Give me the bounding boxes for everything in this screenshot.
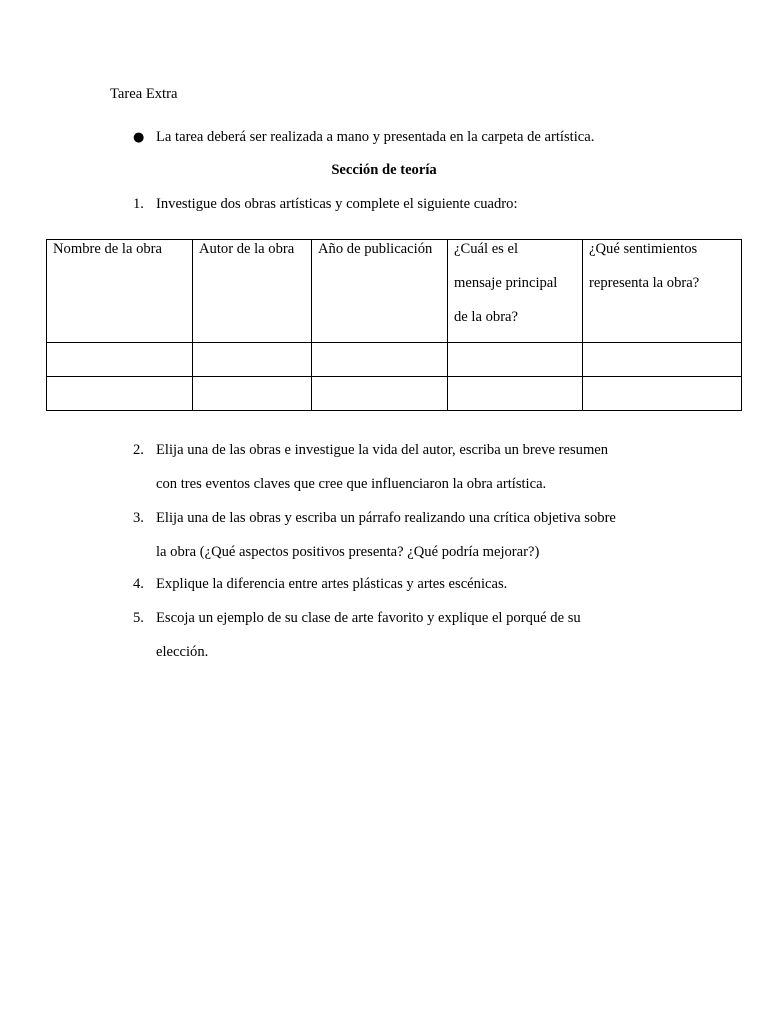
- header-cell-text: ¿Qué sentimientos: [589, 241, 698, 257]
- table-cell: [448, 343, 583, 377]
- artworks-table: [46, 239, 742, 411]
- table-row: [47, 377, 742, 411]
- question-number: 1.: [133, 196, 144, 212]
- question-number: 2.: [133, 442, 144, 458]
- table-cell: [47, 377, 193, 411]
- header-cell-text: ¿Cuál es el: [454, 241, 519, 257]
- table-cell: [193, 343, 312, 377]
- table-row: [47, 343, 742, 377]
- question-text: elección.: [156, 644, 209, 660]
- question-text: Investigue dos obras artísticas y complete el siguiente cuadro:: [156, 196, 518, 212]
- question-text: la obra (¿Qué aspectos positivos presenta? ¿Qué podría mejorar?): [156, 544, 540, 560]
- table-cell: [312, 377, 448, 411]
- question-number: 5.: [133, 610, 144, 626]
- header-cell-text: Autor de la obra: [199, 241, 295, 257]
- question-text: con tres eventos claves que cree que influenciaron la obra artística.: [156, 476, 547, 492]
- header-cell-text: Año de publicación: [318, 241, 433, 257]
- table-cell: [312, 343, 448, 377]
- document-title: Tarea Extra: [110, 86, 178, 102]
- question-text: Escoja un ejemplo de su clase de arte favorito y explique el porqué de su: [156, 610, 581, 626]
- header-cell-text: Nombre de la obra: [53, 241, 163, 257]
- question-text: Elija una de las obras e investigue la vida del autor, escriba un breve resumen: [156, 442, 609, 458]
- table-cell: [193, 377, 312, 411]
- question-number: 4.: [133, 576, 144, 592]
- header-cell-text: de la obra?: [454, 309, 519, 325]
- header-cell-mensaje: [448, 240, 583, 343]
- table-cell: [583, 343, 742, 377]
- bullet-icon: ●: [133, 130, 145, 145]
- header-cell-text: representa la obra?: [589, 275, 700, 291]
- header-cell-nombre: [47, 240, 193, 343]
- header-cell-text: mensaje principal: [454, 275, 558, 291]
- table-cell: [583, 377, 742, 411]
- header-cell-sentimientos: [583, 240, 742, 343]
- table-cell: [448, 377, 583, 411]
- section-title: Sección de teoría: [331, 162, 437, 178]
- header-cell-anio: [312, 240, 448, 343]
- question-text: Explique la diferencia entre artes plásticas y artes escénicas.: [156, 576, 508, 592]
- question-number: 3.: [133, 510, 144, 526]
- header-cell-autor: [193, 240, 312, 343]
- question-text: Elija una de las obras y escriba un párrafo realizando una crítica objetiva sobre: [156, 510, 616, 526]
- table-cell: [47, 343, 193, 377]
- table-header-row: [47, 240, 742, 343]
- bullet-text: La tarea deberá ser realizada a mano y presentada en la carpeta de artística.: [156, 129, 595, 145]
